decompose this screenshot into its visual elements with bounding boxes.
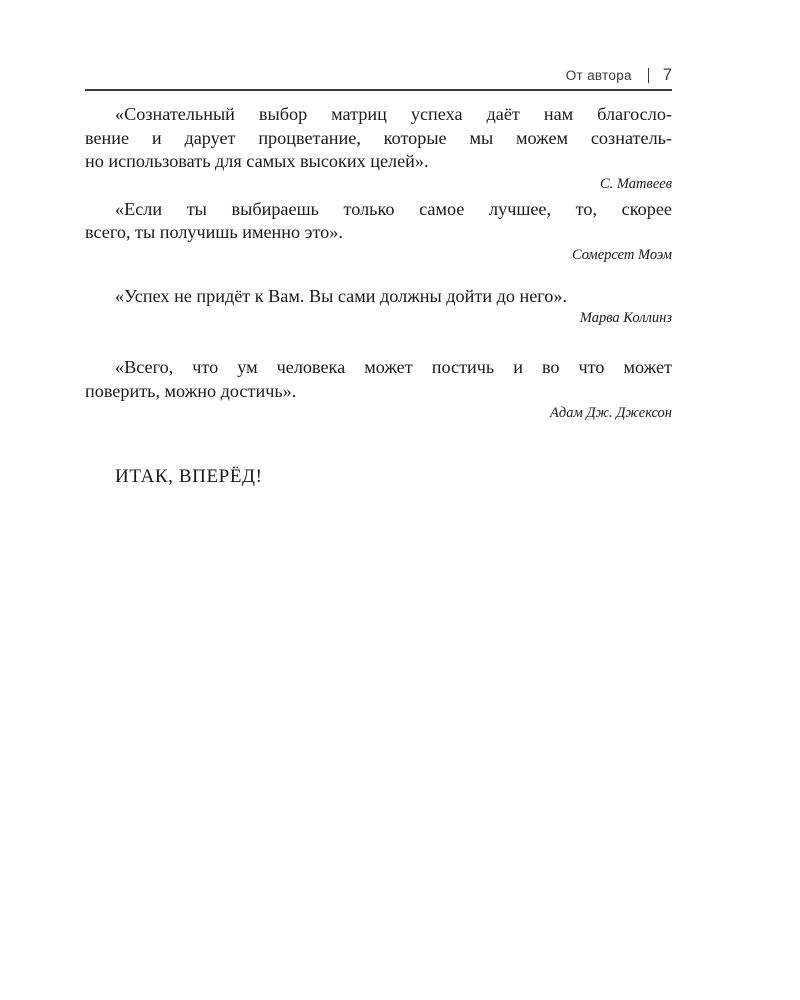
quote-line: «Успех не придёт к Вам. Вы сами должны дойти до него». <box>115 285 568 306</box>
closing-heading: ИТАК, ВПЕРЁД! <box>115 466 263 487</box>
page-body <box>85 103 672 489</box>
quote-text <box>85 285 672 309</box>
quote-line: «Всего, что ум человека может постичь и во что может <box>115 357 672 377</box>
header-separator <box>648 68 649 83</box>
quote-author: С. Матвеев <box>600 175 672 192</box>
quote-text <box>85 356 672 403</box>
header-rule <box>85 89 672 91</box>
quote-text <box>85 198 672 245</box>
book-page <box>85 0 672 1000</box>
quote-author: Сомерсет Моэм <box>571 246 672 263</box>
quote-line: поверить, можно достичь». <box>85 380 297 401</box>
quote-author: Адам Дж. Джексон <box>550 405 672 421</box>
quote-line: но использовать для самых высоких целей». <box>85 151 429 171</box>
quote-block <box>85 103 672 194</box>
quote-block <box>85 285 672 329</box>
page-number: 7 <box>662 65 672 84</box>
running-header <box>566 62 672 88</box>
quote-line: «Сознательный выбор матриц успеха даёт нам благосло- <box>115 104 672 124</box>
quote-line: вение и дарует процветание, которые мы можем сознатель- <box>85 127 672 148</box>
quote-text <box>85 103 672 174</box>
quote-line: всего, ты получишь именно это». <box>85 222 343 242</box>
quote-line: «Если ты выбираешь только самое лучшее, то, скорее <box>115 198 672 219</box>
section-title: От автора <box>565 67 632 83</box>
quote-block <box>85 356 672 423</box>
quote-author: Марва Коллинз <box>579 310 672 326</box>
quote-block <box>85 198 672 265</box>
